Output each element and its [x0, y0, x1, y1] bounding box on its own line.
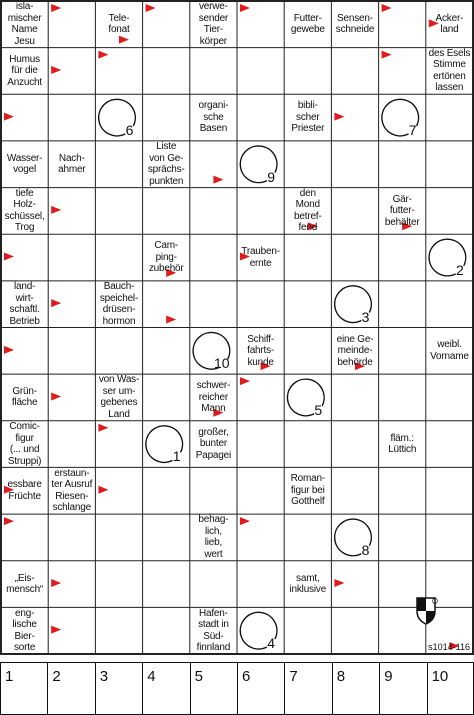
solution-cell[interactable]	[95, 662, 143, 715]
solution-cell-number: 6	[242, 668, 251, 685]
clue-cell: Schiff- fahrts- kunde	[247, 333, 275, 368]
clue-cell: „Eis- mensch“	[6, 572, 44, 596]
arrow-flag-icon	[51, 206, 61, 214]
clue-cell: Tele- fonat	[108, 12, 130, 36]
clue-cell: organi- sche Basen	[198, 100, 229, 135]
arrow-flag-icon	[98, 51, 108, 59]
clue-cell: bibli- scher Priester	[291, 100, 325, 135]
clue-cell: großer, bunter Papagei	[195, 426, 232, 461]
circle-number: 3	[361, 308, 370, 325]
puzzle-code: s1014-116	[428, 642, 470, 652]
solution-cell-number: 8	[336, 668, 346, 685]
publisher-logo	[416, 597, 438, 625]
solution-cell-number: 9	[384, 668, 393, 685]
solution-cell[interactable]	[47, 662, 95, 715]
clue-cell: Gär- futter- behälter	[384, 193, 420, 228]
arrow-flag-icon	[98, 424, 108, 432]
clue-cell: Riesen- schlange	[52, 490, 91, 514]
clue-cell: isla- mischer Name Jesu	[7, 1, 42, 47]
solution-row	[0, 662, 474, 715]
arrow-flag-icon	[4, 517, 14, 525]
clue-cell: von Was- ser um- gebenes Land	[98, 374, 140, 420]
clue-cell: land- wirt- schaftl. Betrieb	[9, 281, 40, 327]
arrow-flag-icon	[334, 113, 344, 121]
arrow-flag-icon	[166, 316, 176, 324]
clue-cell: schwer- reicher Mann	[196, 380, 231, 415]
clue-cell: Wasser- vogel	[6, 152, 43, 176]
clue-cell: Acker- land	[435, 12, 464, 36]
solution-cell-number: 2	[52, 668, 61, 685]
circle-number: 8	[361, 541, 370, 558]
clue-cell: Grün- fläche	[11, 385, 38, 409]
clue-cell: weibl. Vorname	[430, 339, 469, 362]
arrow-flag-icon	[51, 66, 61, 74]
circle-number: 5	[314, 401, 323, 418]
clue-cell: tiefe Holz- schüssel, Trog	[4, 187, 45, 234]
circle-number: 6	[125, 121, 134, 138]
solution-cell-number: 10	[431, 668, 449, 685]
circle-number: 10	[214, 355, 230, 372]
arrow-flag-icon	[51, 299, 61, 307]
arrow-flag-icon	[51, 392, 61, 400]
clue-cell: Nach- ahmer	[58, 152, 86, 176]
arrow-flag-icon	[51, 4, 61, 12]
clue-cell: eine Ge- meinde- behörde	[336, 333, 374, 368]
solution-cell-number: 4	[147, 668, 156, 685]
circle-number: 1	[172, 448, 181, 465]
clue-cell: Futter- gewebe	[290, 12, 325, 36]
arrow-flag-icon	[240, 377, 250, 385]
arrow-flag-icon	[382, 51, 392, 59]
clue-cell: Sensen- schneide	[335, 12, 375, 36]
clue-cell: Hafen- stadt in Süd- finnland	[196, 607, 231, 654]
arrow-flag-icon	[51, 579, 61, 587]
arrow-flag-icon	[51, 626, 61, 634]
arrow-flag-icon	[334, 579, 344, 587]
clue-cell: samt, inklusive	[289, 572, 327, 596]
solution-cell-number: 5	[194, 668, 203, 685]
clue-cell: Liste von Ge- sprächs- punkten	[147, 141, 185, 187]
arrow-flag-icon	[4, 113, 14, 121]
solution-cell[interactable]	[0, 662, 48, 715]
solution-cell[interactable]	[427, 662, 474, 715]
arrow-flag-icon	[382, 4, 392, 12]
clue-cell: essbare Früchte	[7, 479, 42, 502]
solution-cell-number: 7	[289, 668, 298, 685]
solution-cell[interactable]	[284, 662, 332, 715]
solution-cell-number: 1	[5, 668, 14, 685]
clue-cell: Bauch- speichel- drüsen- hormon	[99, 281, 139, 327]
clue-cell: verwe- sender Tier- körper	[198, 1, 229, 47]
solution-cell[interactable]	[379, 662, 427, 715]
clue-cell: den Mond betref- fend	[294, 187, 322, 234]
solution-cell[interactable]	[237, 662, 285, 715]
clue-cell: Comic- figur (... und Struppi)	[7, 421, 42, 467]
arrow-flag-icon	[4, 253, 14, 261]
circle-number: 4	[267, 635, 275, 651]
solution-cell[interactable]	[332, 662, 380, 715]
arrow-flag-icon	[98, 486, 108, 494]
solution-cell[interactable]	[142, 662, 190, 715]
solution-cell-number: 3	[99, 668, 109, 685]
circle-number: 2	[456, 261, 464, 278]
clue-cell: eng- lische Bier- sorte	[12, 607, 37, 654]
clue-cell: behag- lich, lieb, wert	[198, 514, 229, 560]
arrow-flag-icon	[213, 176, 223, 184]
arrow-flag-icon	[240, 4, 250, 12]
clue-cell: Roman- figur bei Gotthelf	[290, 473, 325, 508]
arrow-flag-icon	[146, 4, 156, 12]
circle-number: 7	[408, 121, 417, 138]
clue-cell: Cam- ping- zubehör	[148, 240, 184, 275]
clue-cell: des Esels Stimme ertönen lassen	[428, 47, 471, 94]
arrow-flag-icon	[4, 346, 14, 354]
clue-cell: fläm.: Lüttich	[388, 432, 417, 456]
solution-cell[interactable]	[190, 662, 238, 715]
clue-cell: Trauben- ernte	[241, 246, 280, 269]
circle-number: 9	[267, 168, 275, 185]
clue-cell: erstaun- ter Ausruf	[51, 467, 93, 491]
clue-cell: Humus für die Anzucht	[7, 53, 42, 88]
arrow-flag-icon	[240, 517, 250, 525]
